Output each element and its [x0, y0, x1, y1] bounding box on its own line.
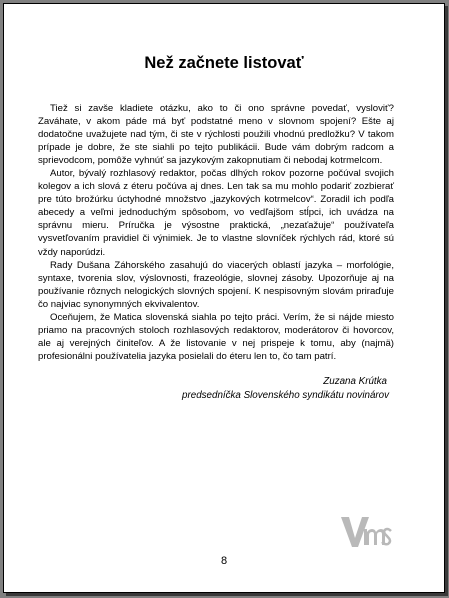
- page-number: 8: [220, 555, 228, 567]
- signature-name: Zuzana Krútka: [323, 376, 387, 387]
- signature-role: predsedníčka Slovenského syndikátu novinárov: [182, 390, 389, 401]
- paragraph-2: Autor, bývalý rozhlasový redaktor, počas dlhých rokov pozorne počúval svojich kolegov a ich slová z éteru počúva aj dnes. Len tak sa mu mohlo podariť zozbierať pre túto brožúrku úctyhodné množstvo „jazykových kotrmelcov“. Zoradil ich podľa abecedy a veľmi jednoduchým spôsobom, vo vedľajšom stĺpci, ich uvádza na správnu mieru. Príručka je výsostne praktická, „nezaťažuje“ používateľa vysvetľovaním pravidiel či výnimiek. Je to vlastne slovníček rýchlych rád, ktoré sú vždy naporúdzi.: [38, 168, 394, 258]
- signature-block: [182, 375, 389, 403]
- paragraph-3: Rady Dušana Záhorského zasahujú do viacerých oblastí jazyka – morfológie, syntaxe, tvorenia slov, výslovnosti, frazeológie, slovnej zásoby. Upozorňuje aj na používanie rôznych nelogických slovných spojení. K nespisovným slovám priraďuje čo najviac synonymných ekvivalentov.: [38, 259, 394, 310]
- paragraph-4: Oceňujem, že Matica slovenská siahla po tejto práci. Verím, že si nájde miesto priamo na pracovných stoloch rozhlasových redaktorov, moderátorov či hovorcov, ale aj verejných činiteľov. A že listovanie v nej prispeje k tomu, aby (najmä) profesionálni používatelia jazyka posielali do éteru len to, čo tam patrí.: [38, 311, 394, 362]
- page-title: Než začnete listovať: [144, 54, 304, 72]
- document-page: [3, 3, 445, 593]
- body-text: [38, 102, 394, 363]
- publisher-logo-icon: [338, 511, 394, 551]
- paragraph-1: Tiež si zavše kladiete otázku, ako to či ono správne povedať, vysloviť? Zaváhate, v akom páde má byť podstatné meno v slovnom spojení? Ešte aj dodatočne uvažujete nad tým, či ste v rýchlosti použili vhodnú predložku? V takom prípade je dobre, že ste siahli po tejto publikácii. Bude vám dobrým radcom a sprievodcom, pomôže vyhnúť sa jazykovým zakopnutiam či nebodaj kotrmelcom.: [38, 103, 394, 167]
